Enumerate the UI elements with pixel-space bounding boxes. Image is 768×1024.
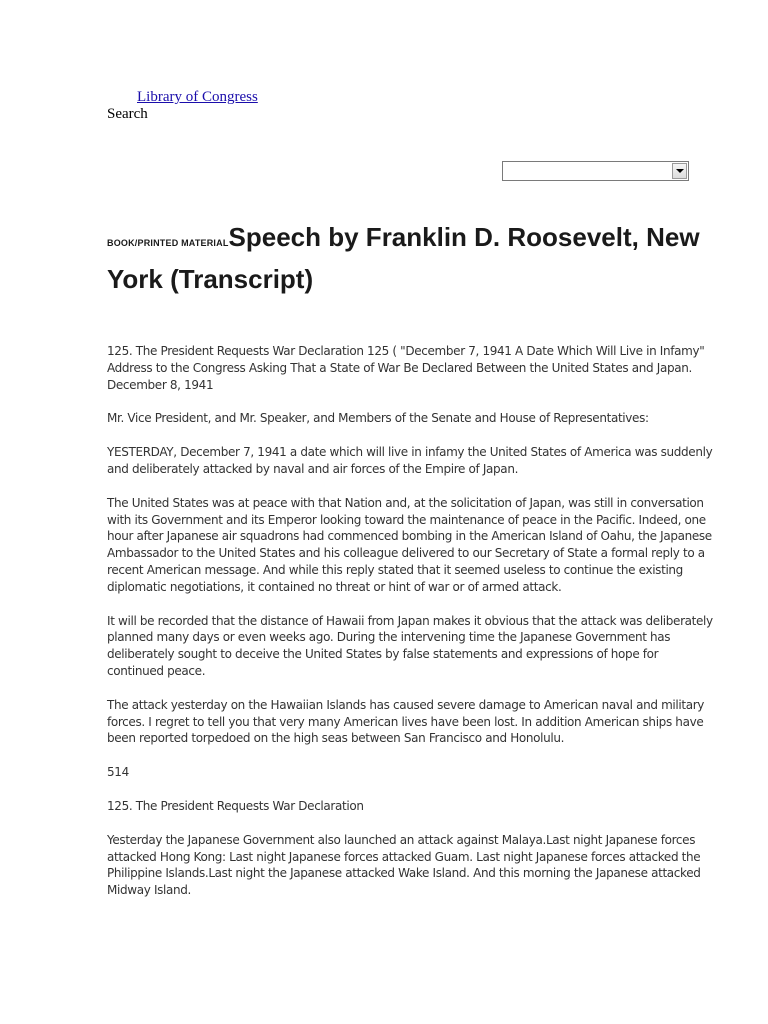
transcript-body — [107, 343, 717, 916]
page-number: 514 — [107, 765, 129, 780]
library-of-congress-link[interactable]: Library of Congress — [137, 89, 258, 105]
chevron-down-icon — [676, 169, 684, 173]
section-heading: 125. The President Requests War Declaration — [107, 798, 364, 813]
document-heading — [107, 219, 717, 297]
page-title: Speech by Franklin D. Roosevelt, New York (Transcript) — [107, 222, 700, 294]
search-label: Search — [107, 106, 148, 122]
paragraph: Mr. Vice President, and Mr. Speaker, and Members of the Senate and House of Representatives: — [107, 411, 649, 426]
category-badge: BOOK/PRINTED MATERIAL — [107, 238, 229, 248]
search-scope-select[interactable] — [502, 161, 689, 181]
paragraph: YESTERDAY, December 7, 1941 a date which will live in infamy the United States of America was suddenly and deliberately attacked by naval and air forces of the Empire of Japan. — [107, 445, 713, 476]
paragraph: 125. The President Requests War Declaration 125 ( "December 7, 1941 A Date Which Will Live in Infamy" Address to the Congress Asking That a State of War Be Declared Between the United States and Japan. December 8, 1941 — [107, 344, 705, 392]
paragraph: Yesterday the Japanese Government also launched an attack against Malaya.Last night Japanese forces attacked Hong Kong: Last night Japanese forces attacked Guam. Last night Japanese forces attacked the Philippine Islands.Last night the Japanese attacked Wake Island. And this morning the Japanese attacked Midway Island. — [107, 832, 701, 898]
paragraph: The attack yesterday on the Hawaiian Islands has caused severe damage to American naval and military forces. I regret to tell you that very many American lives have been lost. In addition American ships have been reported torpedoed on the high seas between San Francisco and Honolulu. — [107, 697, 705, 746]
paragraph: It will be recorded that the distance of Hawaii from Japan makes it obvious that the attack was deliberately planned many days or even weeks ago. During the intervening time the Japanese Government has deliberately sought to deceive the United States by false statements and expressions of hope for continued peace. — [107, 613, 713, 678]
paragraph: The United States was at peace with that Nation and, at the solicitation of Japan, was still in conversation with its Government and its Emperor looking toward the maintenance of peace in the Pacific. Indeed, one hour after Japanese air squadrons had commenced bombing in the American Island of Oahu, the Japanese Ambassador to the United States and his colleague delivered to our Secretary of State a formal reply to a recent American message. And while this reply stated that it seemed useless to continue the existing diplomatic negotiations, it contained no threat or hint of war or of armed attack. — [107, 495, 712, 594]
dropdown-button[interactable] — [672, 163, 687, 179]
